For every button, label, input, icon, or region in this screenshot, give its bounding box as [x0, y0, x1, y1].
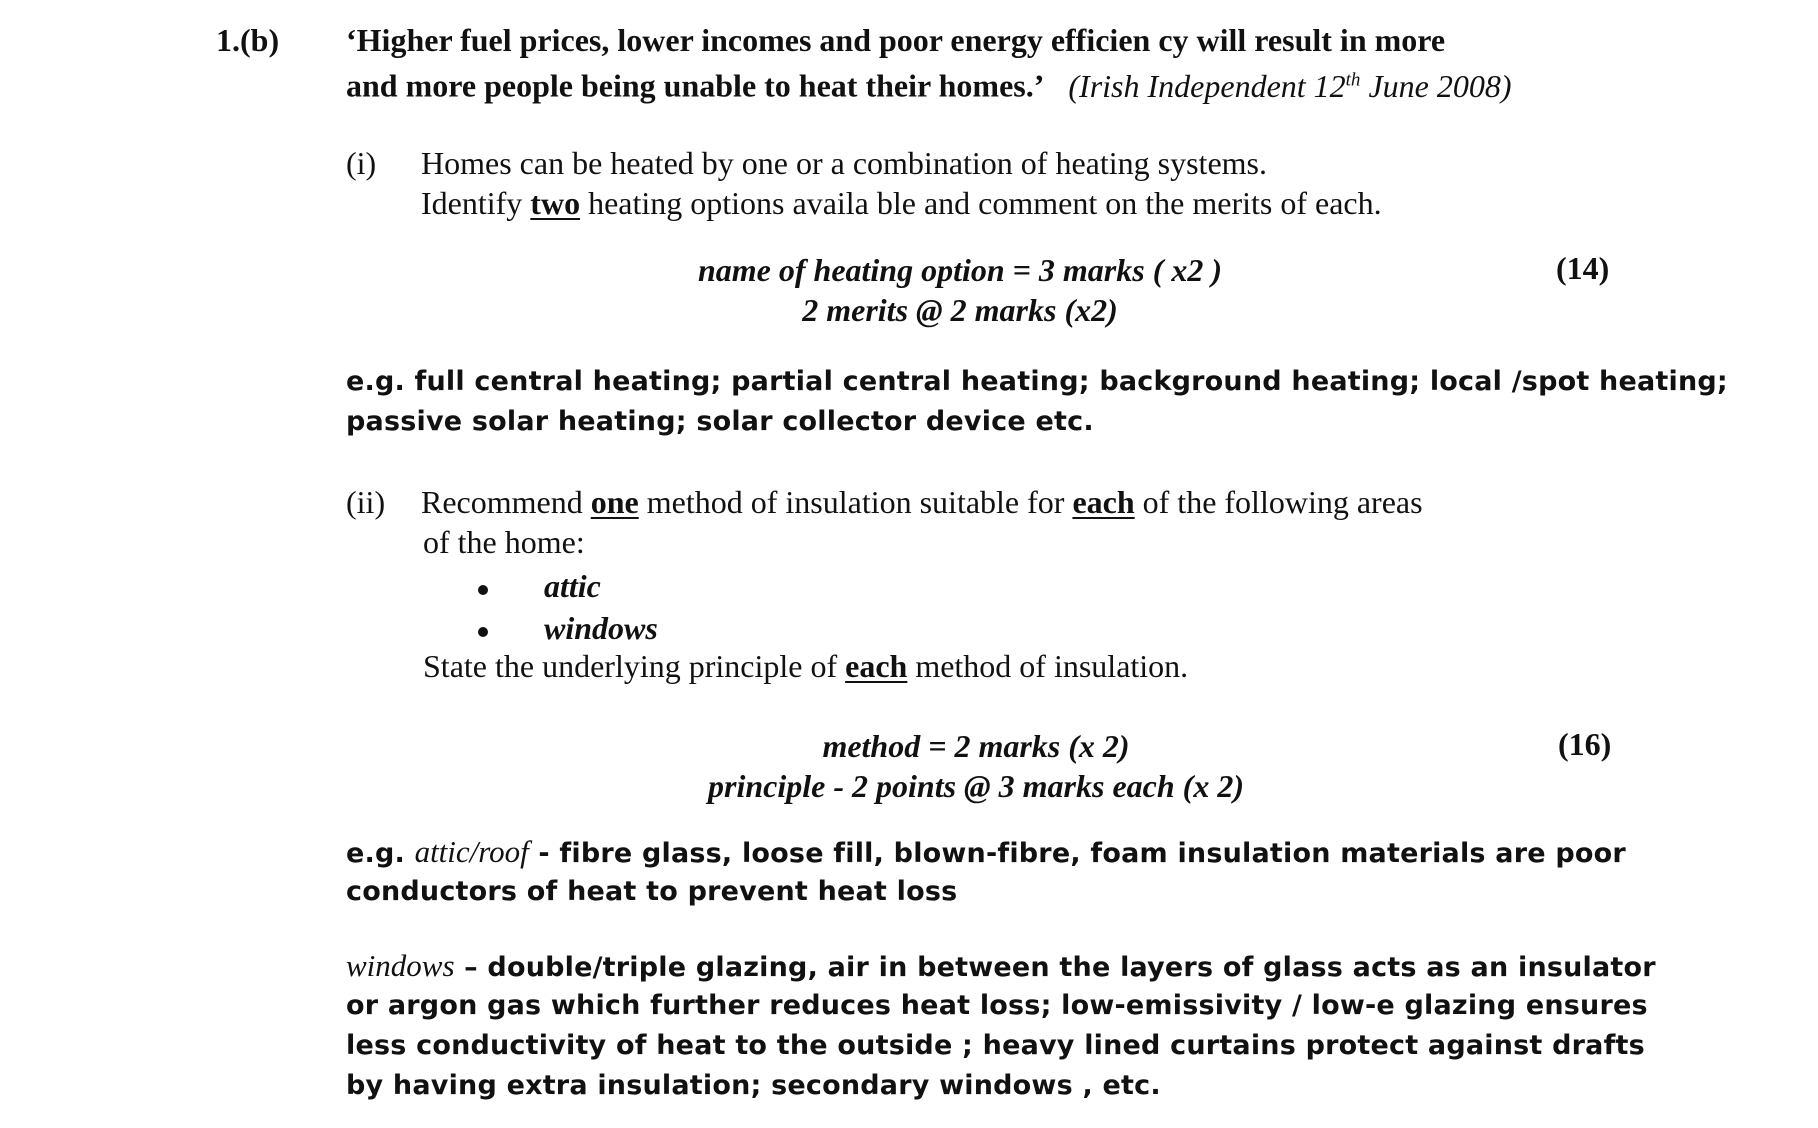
- part-ii-line-1: [421, 482, 1423, 522]
- bullet-dot: [478, 585, 488, 595]
- windows-answer-line-1: [346, 948, 1656, 984]
- attic-answer-line-2: conductors of heat to prevent heat loss: [346, 876, 958, 907]
- part-ii-marks: (16): [1558, 726, 1612, 762]
- windows-text-1: – double/triple glazing, air in between the layers of glass acts as an insulator: [454, 952, 1656, 983]
- attic-answer-line-1: [346, 834, 1626, 870]
- part-ii-line-2: of the home:: [423, 524, 585, 560]
- part-ii-line-1a: Recommend: [421, 484, 591, 520]
- bullet-dot: [478, 627, 488, 637]
- part-ii-line-3: [423, 646, 1188, 686]
- part-ii-emph-each-2: each: [845, 648, 908, 684]
- part-ii-line-3b: method of insulation.: [907, 648, 1189, 684]
- part-ii-emph-each-1: each: [1072, 484, 1135, 520]
- part-i-marks: (14): [1556, 250, 1610, 286]
- quote-source: [1068, 68, 1511, 104]
- part-i-label: (i): [346, 145, 377, 181]
- part-i-scheme-1: name of heating option = 3 marks ( x2 ): [697, 252, 1223, 288]
- quote-line-1: ‘Higher fuel prices, lower incomes and poor energy efficien cy will result in more: [346, 22, 1446, 58]
- windows-answer-line-2: or argon gas which further reduces heat loss; low-emissivity / low-e glazing ensures: [346, 990, 1648, 1021]
- part-ii-scheme-1: method = 2 marks (x 2): [822, 728, 1130, 764]
- bullet-label: windows: [544, 610, 658, 646]
- bullet-label: attic: [544, 568, 601, 604]
- attic-label: attic/roof: [414, 834, 529, 869]
- part-i-line-2a: Identify: [421, 185, 531, 221]
- part-i-line-1: Homes can be heated by one or a combination of heating systems.: [421, 145, 1267, 181]
- bullet-item-attic: [478, 566, 601, 606]
- bullet-item-windows: [478, 608, 658, 648]
- part-ii-line-1c: of the following areas: [1134, 484, 1423, 520]
- part-i-example-2: passive solar heating; solar collector device etc.: [346, 406, 1094, 437]
- part-ii-label: (ii): [346, 484, 386, 520]
- quote-line-2: and more people being unable to heat their homes.’: [346, 67, 1045, 104]
- question-number: 1.(b): [216, 22, 280, 58]
- source-date-a: (Irish Independent 12: [1068, 67, 1346, 104]
- part-i-scheme-2: 2 merits @ 2 marks (x2): [802, 292, 1118, 328]
- part-ii-line-1b: method of insulation suitable for: [638, 484, 1073, 520]
- quote-line-2-row: [346, 60, 1512, 106]
- part-i-emph-two: two: [530, 185, 581, 221]
- part-ii-line-3a: State the underlying principle of: [423, 648, 846, 684]
- part-i-example-1: e.g. full central heating; partial central heating; background heating; local /spot heating;: [346, 366, 1728, 397]
- windows-answer-line-4: by having extra insulation; secondary windows , etc.: [346, 1070, 1161, 1101]
- source-date-b: June 2008): [1360, 67, 1512, 104]
- part-i-line-2: [421, 183, 1382, 223]
- attic-text-1: - fibre glass, loose fill, blown-fibre, foam insulation materials are poor: [528, 838, 1626, 869]
- part-ii-scheme-2: principle - 2 points @ 3 marks each (x 2): [708, 768, 1244, 804]
- part-ii-emph-one: one: [590, 484, 639, 520]
- windows-answer-line-3: less conductivity of heat to the outside ; heavy lined curtains protect against drafts: [346, 1030, 1645, 1061]
- source-date-sup: th: [1345, 69, 1361, 90]
- attic-eg: e.g.: [346, 838, 415, 869]
- windows-label: windows: [346, 948, 455, 983]
- part-i-line-2b: heating options availa ble and comment on the merits of each.: [580, 185, 1382, 221]
